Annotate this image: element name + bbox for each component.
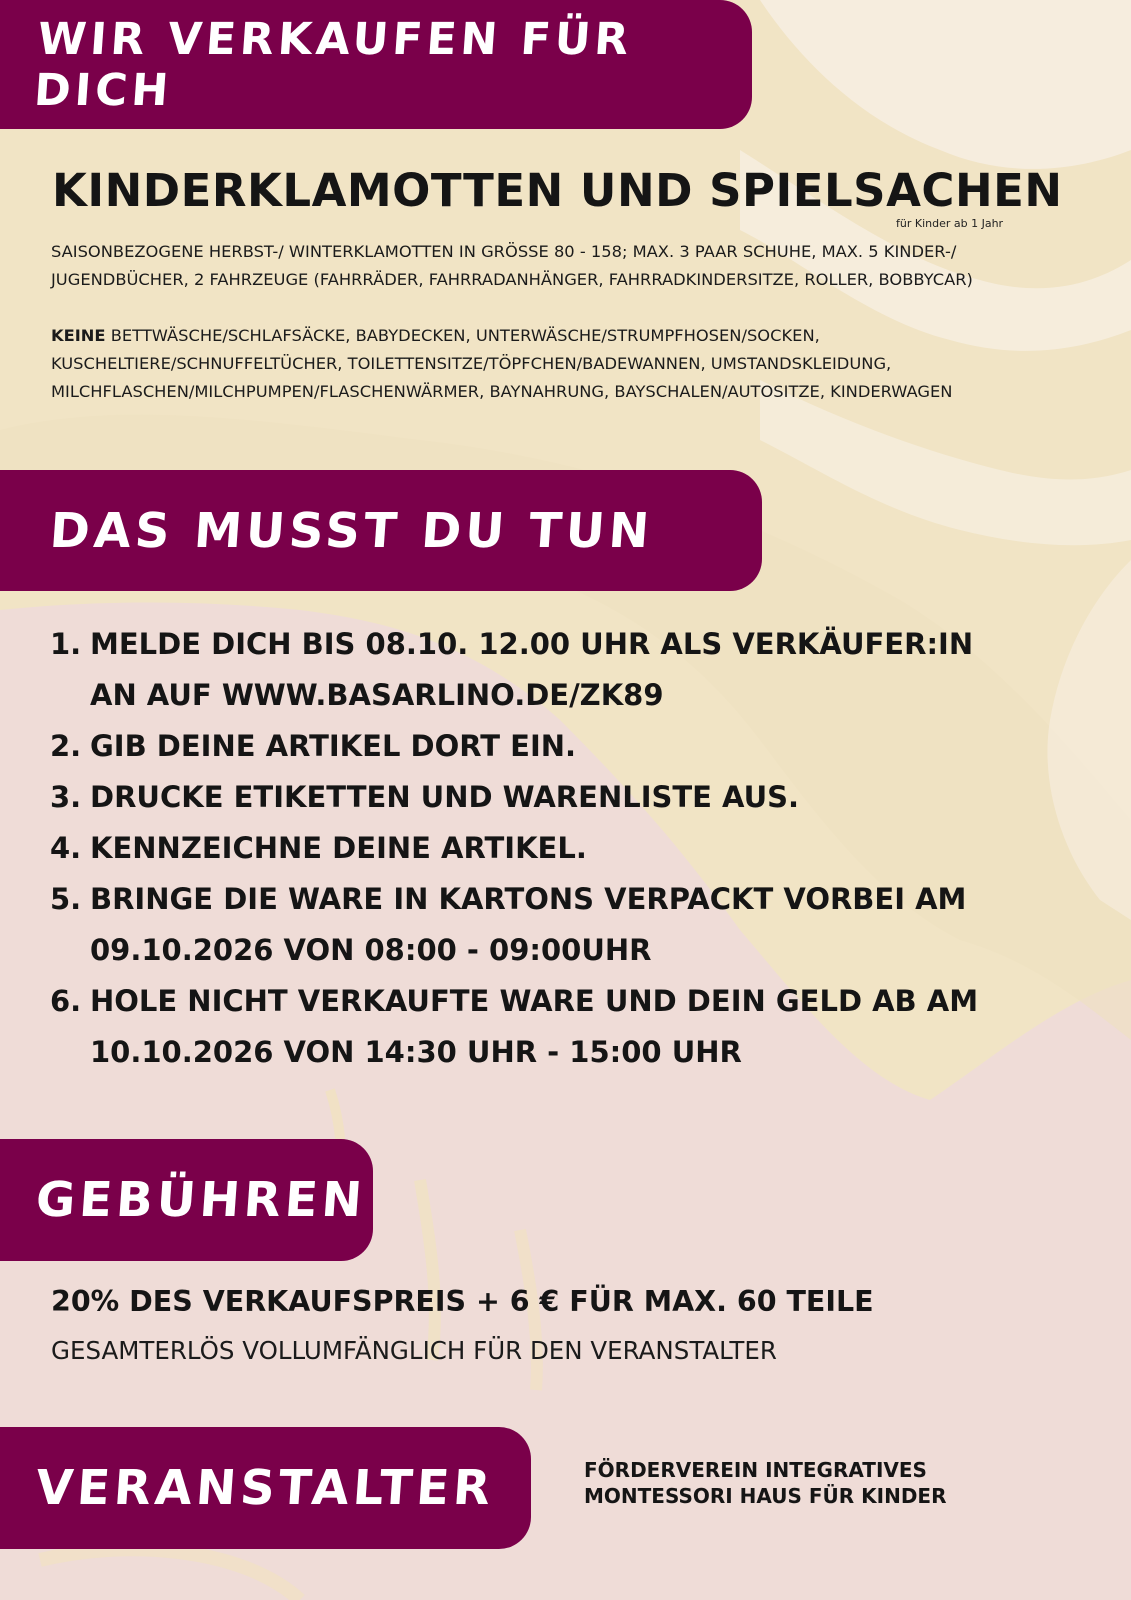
step-text: MELDE DICH BIS 08.10. 12.00 UHR ALS VERKÄUFER:IN: [90, 627, 974, 661]
banner-gebuehren: [0, 1139, 373, 1261]
organizer-line: MONTESSORI HAUS FÜR KINDER: [584, 1484, 947, 1508]
step-text: KENNZEICHNE DEINE ARTIKEL.: [90, 831, 587, 865]
excluded-items-text: [51, 322, 1091, 406]
excluded-prefix: KEINE: [51, 326, 106, 345]
fee-amount: 20% DES VERKAUFSPREIS + 6 € FÜR MAX. 60 TEILE: [51, 1285, 874, 1318]
banner-das-musst-du-tun: [0, 470, 762, 591]
step-number: 1.: [50, 627, 82, 661]
list-item: [50, 772, 1090, 823]
list-item: [50, 619, 1090, 721]
fee-note: GESAMTERLÖS VOLLUMFÄNGLICH FÜR DEN VERANSTALTER: [51, 1336, 777, 1365]
steps-list: [50, 619, 1090, 1078]
banner-title: VERANSTALTER: [34, 1460, 497, 1516]
list-item: [50, 976, 1090, 1078]
list-item: [50, 823, 1090, 874]
step-number: 3.: [50, 780, 82, 814]
banner-title: WIR VERKAUFEN FÜR DICH: [32, 13, 635, 116]
step-text: HOLE NICHT VERKAUFTE WARE UND DEIN GELD AB AM: [90, 984, 979, 1018]
allowed-items-text: SAISONBEZOGENE HERBST-/ WINTERKLAMOTTEN IN GRÖSSE 80 - 158; MAX. 3 PAAR SCHUHE, MAX. 5 KINDER-/ JUGENDBÜCHER, 2 FAHRZEUGE (FAHRRÄDER, FAHRRADANHÄNGER, FAHRRADKINDERSITZE, ROLLER, BOBBYCAR): [51, 242, 973, 289]
step-text: GIB DEINE ARTIKEL DORT EIN.: [90, 729, 577, 763]
list-item: [50, 874, 1090, 976]
list-item: [50, 721, 1090, 772]
step-text-continued: 10.10.2026 VON 14:30 UHR - 15:00 UHR: [90, 1035, 742, 1069]
step-text-continued: 09.10.2026 VON 08:00 - 09:00UHR: [90, 933, 652, 967]
organizer-name: [584, 1457, 946, 1509]
page-title: KINDERKLAMOTTEN UND SPIELSACHEN: [52, 164, 1063, 217]
banner-title: DAS MUSST DU TUN: [48, 502, 655, 559]
step-text: BRINGE DIE WARE IN KARTONS VERPACKT VORBEI AM: [90, 882, 967, 916]
banner-veranstalter: [0, 1427, 531, 1549]
step-number: 4.: [50, 831, 82, 865]
banner-title: GEBÜHREN: [34, 1172, 368, 1228]
excluded-list: BETTWÄSCHE/SCHLAFSÄCKE, BABYDECKEN, UNTERWÄSCHE/STRUMPFHOSEN/SOCKEN, KUSCHELTIERE/SCHNUFFELTÜCHER, TOILETTENSITZE/TÖPFCHEN/BADEWANNEN, UMSTANDSKLEIDUNG, MILCHFLASCHEN/MILCHPUMPEN/FLASCHENWÄRMER, BAYNAHRUNG, BAYSCHALEN/AUTOSITZE, KINDERWAGEN: [51, 326, 953, 401]
step-number: 2.: [50, 729, 82, 763]
step-number: 5.: [50, 882, 82, 916]
step-number: 6.: [50, 984, 82, 1018]
organizer-line: FÖRDERVEREIN INTEGRATIVES: [584, 1458, 927, 1482]
step-text-continued: AN AUF WWW.BASARLINO.DE/ZK89: [90, 678, 664, 712]
step-text: DRUCKE ETIKETTEN UND WARENLISTE AUS.: [90, 780, 800, 814]
banner-wir-verkaufen: [0, 0, 752, 129]
age-note: für Kinder ab 1 Jahr: [896, 217, 1004, 230]
